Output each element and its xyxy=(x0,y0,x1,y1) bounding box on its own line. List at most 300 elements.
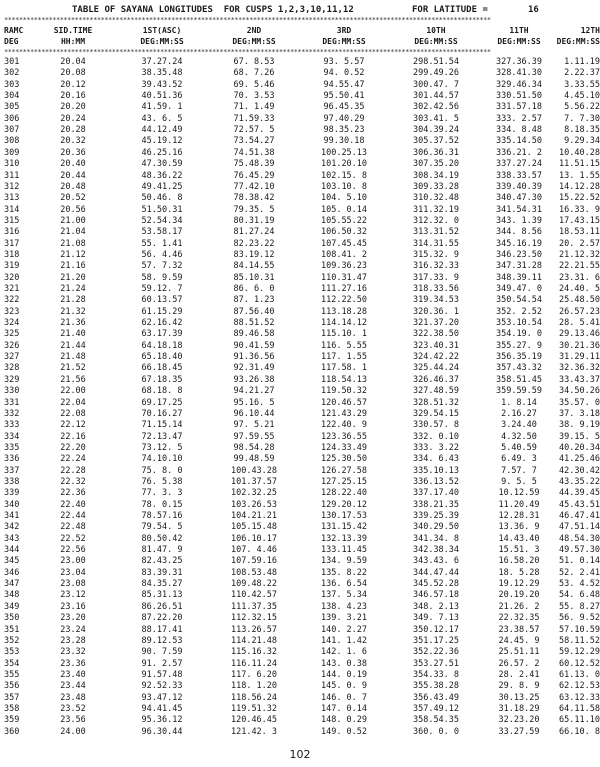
table-cell: 127.25.15 xyxy=(320,476,368,487)
table-cell: 343. 1.39 xyxy=(495,215,543,226)
table-cell: 59.12.29 xyxy=(559,647,600,658)
table-row xyxy=(0,284,600,295)
table-cell: 311 xyxy=(4,170,20,181)
table-cell: 20.40 xyxy=(60,159,86,170)
table-cell: 339 xyxy=(4,488,20,499)
column-header-line1: 12TH xyxy=(580,26,600,35)
table-cell: 329.46.34 xyxy=(495,79,543,90)
table-cell: 5.56.22 xyxy=(564,102,600,113)
table-cell: 323.40.31 xyxy=(412,340,460,351)
table-cell: 357.49.12 xyxy=(412,703,460,714)
table-cell: 55. 1.41 xyxy=(141,238,183,249)
table-row xyxy=(0,704,600,715)
table-cell: 123.36.55 xyxy=(320,431,368,442)
table-cell: 316.32.33 xyxy=(412,261,460,272)
table-cell: 318.33.56 xyxy=(412,284,460,294)
table-cell: 79.35. 5 xyxy=(233,204,275,215)
table-cell: 350.54.54 xyxy=(495,295,543,306)
table-cell: 355 xyxy=(4,669,20,680)
table-cell: 54. 6.48 xyxy=(559,590,600,601)
table-row xyxy=(0,545,600,556)
column-header-line2: DEG:MM:SS xyxy=(556,37,600,46)
table-cell: 40.20.34 xyxy=(559,442,600,453)
table-cell: 17.43.15 xyxy=(559,215,600,226)
table-cell: 343 xyxy=(4,533,20,544)
table-cell: 22.21.55 xyxy=(559,261,600,272)
table-cell: 52. 2.41 xyxy=(559,567,600,578)
table-cell: 308.34.19 xyxy=(412,170,460,181)
table-cell: 24.40. 5 xyxy=(559,284,600,294)
table-cell: 130.17.53 xyxy=(320,511,368,521)
table-row xyxy=(0,307,600,318)
table-cell: 301 xyxy=(4,57,20,67)
column-header-line1: 11TH xyxy=(509,26,529,35)
table-cell: 22.12 xyxy=(60,420,86,431)
table-cell: 21.08 xyxy=(60,238,86,249)
table-cell: 131.15.42 xyxy=(320,522,368,533)
table-cell: 96.10.44 xyxy=(233,408,275,419)
table-cell: 89.46.58 xyxy=(233,329,275,340)
table-cell: 344. 8.56 xyxy=(495,227,543,238)
table-cell: 69. 5.46 xyxy=(233,79,275,90)
table-cell: 21.32 xyxy=(60,306,86,317)
table-cell: 67.18.35 xyxy=(141,374,183,385)
table-cell: 99.30.18 xyxy=(323,136,365,147)
column-header-3 xyxy=(210,25,298,47)
table-cell: 114.14.12 xyxy=(320,318,368,329)
table-cell: 310 xyxy=(4,159,20,170)
table-cell: 136. 6.54 xyxy=(320,579,368,590)
table-cell: 339.25.39 xyxy=(412,511,460,521)
table-cell: 341.54.31 xyxy=(495,204,543,215)
table-cell: 22.08 xyxy=(60,408,86,419)
table-cell: 93.26.38 xyxy=(233,374,275,385)
table-cell: 349. 7.13 xyxy=(412,613,460,624)
table-title: TABLE OF SAYANA LONGITUDES FOR CUSPS 1,2,3,10,11,12 xyxy=(72,5,354,15)
table-cell: 335 xyxy=(4,442,20,453)
table-cell: 305 xyxy=(4,102,20,113)
table-cell: 304 xyxy=(4,91,20,102)
table-cell: 66.10. 8 xyxy=(559,726,600,737)
table-cell: 116. 5.55 xyxy=(320,340,368,351)
table-row xyxy=(0,239,600,250)
table-cell: 117. 1.55 xyxy=(320,352,368,363)
table-cell: 352.22.36 xyxy=(412,647,460,658)
table-cell: 338.33.57 xyxy=(495,170,543,181)
table-cell: 23.04 xyxy=(60,567,86,578)
table-cell: 124.33.49 xyxy=(320,442,368,453)
table-cell: 96.30.44 xyxy=(141,726,183,737)
table-cell: 349.47. 0 xyxy=(495,284,543,294)
table-cell: 106.10.17 xyxy=(230,533,278,544)
table-cell: 331 xyxy=(4,397,20,408)
table-cell: 22.24 xyxy=(60,454,86,465)
table-cell: 298.51.54 xyxy=(412,57,460,67)
table-cell: 5.40.59 xyxy=(501,442,537,453)
table-cell: 70.16.27 xyxy=(141,408,183,419)
table-cell: 81.47. 9 xyxy=(141,545,183,556)
table-cell: 44.39.45 xyxy=(559,488,600,499)
table-cell: 107.45.45 xyxy=(320,238,368,249)
table-cell: 116.11.24 xyxy=(230,658,278,669)
table-cell: 1. 8.14 xyxy=(501,397,537,408)
table-cell: 38.35.48 xyxy=(141,68,183,79)
table-cell: 140. 2.27 xyxy=(320,624,368,635)
table-cell: 354.19. 0 xyxy=(495,329,543,340)
table-cell: 20.48 xyxy=(60,181,86,192)
table-cell: 90.41.59 xyxy=(233,340,275,351)
column-header-line2: DEG:MM:SS xyxy=(497,37,541,46)
table-row xyxy=(0,500,600,511)
column-header-line2: DEG:MM:SS xyxy=(140,37,184,46)
table-row xyxy=(0,409,600,420)
table-cell: 330.57. 8 xyxy=(412,420,460,431)
table-cell: 84.14.55 xyxy=(233,261,275,272)
table-cell: 11.20.49 xyxy=(498,499,540,510)
table-cell: 358.54.35 xyxy=(412,715,460,726)
table-cell: 41.25.46 xyxy=(559,454,600,465)
table-cell: 16.58.20 xyxy=(498,556,540,567)
table-cell: 304.39.24 xyxy=(412,125,460,136)
table-cell: 56. 4.46 xyxy=(141,249,183,260)
table-cell: 29.13.46 xyxy=(559,329,600,340)
table-cell: 334. 8.48 xyxy=(495,125,543,136)
table-cell: 309.33.28 xyxy=(412,181,460,192)
table-cell: 337 xyxy=(4,465,20,476)
table-cell: 2.16.27 xyxy=(501,408,537,419)
table-cell: 109.36.23 xyxy=(320,261,368,272)
table-row xyxy=(0,670,600,681)
table-cell: 70. 3.53 xyxy=(233,91,275,102)
table-row xyxy=(0,80,600,91)
table-cell: 332. 0.10 xyxy=(412,431,460,442)
table-cell: 91.57.48 xyxy=(141,669,183,680)
table-cell: 26.57.23 xyxy=(559,306,600,317)
table-cell: 21.36 xyxy=(60,318,86,329)
table-cell: 13.36. 9 xyxy=(498,522,540,533)
table-row xyxy=(0,261,600,272)
table-cell: 102.32.25 xyxy=(230,488,278,499)
table-cell: 340.47.30 xyxy=(495,193,543,204)
table-cell: 32.23.20 xyxy=(498,715,540,726)
table-cell: 20.08 xyxy=(60,68,86,79)
table-cell: 72.57. 5 xyxy=(233,125,275,136)
table-cell: 345.52.28 xyxy=(412,579,460,590)
table-cell: 354 xyxy=(4,658,20,669)
table-cell: 11.51.15 xyxy=(559,159,600,170)
table-cell: 101.37.57 xyxy=(230,476,278,487)
table-cell: 18. 5.28 xyxy=(498,567,540,578)
table-cell: 85.10.31 xyxy=(233,272,275,283)
table-cell: 319 xyxy=(4,261,20,272)
table-cell: 353.10.54 xyxy=(495,318,543,329)
table-cell: 25.48.50 xyxy=(559,295,600,306)
table-cell: 141. 1.42 xyxy=(320,635,368,646)
table-row xyxy=(0,57,600,68)
table-cell: 94. 0.52 xyxy=(323,68,365,79)
table-cell: 39.15. 5 xyxy=(559,431,600,442)
table-cell: 87. 1.23 xyxy=(233,295,275,306)
table-cell: 21.12 xyxy=(60,249,86,260)
column-header-line1: 1ST(ASC) xyxy=(142,26,182,35)
table-row xyxy=(0,613,600,624)
table-cell: 68.18. 8 xyxy=(141,386,183,397)
table-cell: 316 xyxy=(4,227,20,238)
separator-header: *********************************************************************************************************************************** xyxy=(4,48,491,56)
table-cell: 126.27.58 xyxy=(320,465,368,476)
table-cell: 76.45.29 xyxy=(233,170,275,181)
column-header-line1: 3RD xyxy=(336,26,352,35)
table-cell: 59.12. 7 xyxy=(141,284,183,294)
table-row xyxy=(0,250,600,261)
column-header-line2: DEG:MM:SS xyxy=(414,37,458,46)
table-cell: 20.24 xyxy=(60,113,86,124)
table-row xyxy=(0,636,600,647)
table-cell: 47.51.14 xyxy=(559,522,600,533)
table-cell: 23.08 xyxy=(60,579,86,590)
table-cell: 324.42.22 xyxy=(412,352,460,363)
column-header-line2: DEG:MM:SS xyxy=(322,37,366,46)
table-cell: 82.23.22 xyxy=(233,238,275,249)
table-row xyxy=(0,329,600,340)
table-cell: 20.56 xyxy=(60,204,86,215)
table-cell: 328.51.32 xyxy=(412,397,460,408)
table-cell: 43. 6. 5 xyxy=(141,113,183,124)
table-row xyxy=(0,681,600,692)
table-cell: 313.31.52 xyxy=(412,227,460,238)
table-cell: 64.18.18 xyxy=(141,340,183,351)
table-cell: 91. 2.57 xyxy=(141,658,183,669)
table-cell: 329.54.15 xyxy=(412,408,460,419)
table-row xyxy=(0,454,600,465)
table-cell: 359.59.59 xyxy=(495,386,543,397)
table-cell: 118.54.13 xyxy=(320,374,368,385)
table-cell: 66.18.45 xyxy=(141,363,183,374)
table-cell: 51. 0.14 xyxy=(559,556,600,567)
table-cell: 50.46. 8 xyxy=(141,193,183,204)
table-cell: 358.51.45 xyxy=(495,374,543,385)
table-cell: 22.04 xyxy=(60,397,86,408)
table-cell: 20.32 xyxy=(60,136,86,147)
table-cell: 48.54.30 xyxy=(559,533,600,544)
table-cell: 86. 6. 0 xyxy=(233,284,275,294)
table-cell: 48.36.22 xyxy=(141,170,183,181)
table-cell: 20.12 xyxy=(60,79,86,90)
table-cell: 120.46.57 xyxy=(320,397,368,408)
table-cell: 56. 9.52 xyxy=(559,613,600,624)
table-cell: 334. 6.43 xyxy=(412,454,460,465)
table-cell: 22.28 xyxy=(60,465,86,476)
table-cell: 336.21. 2 xyxy=(495,147,543,158)
table-cell: 20.19.20 xyxy=(498,590,540,601)
table-cell: 85.31.13 xyxy=(141,590,183,601)
table-row xyxy=(0,295,600,306)
table-cell: 134. 9.59 xyxy=(320,556,368,567)
table-cell: 20.28 xyxy=(60,125,86,136)
table-cell: 88.17.41 xyxy=(141,624,183,635)
table-cell: 320 xyxy=(4,272,20,283)
table-row xyxy=(0,227,600,238)
table-cell: 336.13.52 xyxy=(412,476,460,487)
table-cell: 76. 5.38 xyxy=(141,476,183,487)
table-cell: 30.13.25 xyxy=(498,692,540,703)
table-cell: 7.57. 7 xyxy=(501,465,537,476)
table-cell: 21.04 xyxy=(60,227,86,238)
table-cell: 94.41.45 xyxy=(141,703,183,714)
table-cell: 106.50.32 xyxy=(320,227,368,238)
table-cell: 311.32.19 xyxy=(412,204,460,215)
table-cell: 308 xyxy=(4,136,20,147)
table-cell: 346.23.50 xyxy=(495,249,543,260)
table-cell: 300.47. 7 xyxy=(412,79,460,90)
table-cell: 23.28 xyxy=(60,635,86,646)
table-cell: 113.18.28 xyxy=(320,306,368,317)
table-cell: 96.45.35 xyxy=(323,102,365,113)
table-cell: 110.42.57 xyxy=(230,590,278,601)
table-cell: 20.44 xyxy=(60,170,86,181)
column-header-5 xyxy=(390,25,482,47)
table-cell: 78. 0.15 xyxy=(141,499,183,510)
table-cell: 71.15.14 xyxy=(141,420,183,431)
table-cell: 356.43.49 xyxy=(412,692,460,703)
table-cell: 22.44 xyxy=(60,511,86,521)
table-cell: 339.40.39 xyxy=(495,181,543,192)
table-cell: 358 xyxy=(4,703,20,714)
table-cell: 21.56 xyxy=(60,374,86,385)
table-row xyxy=(0,466,600,477)
table-cell: 62.12.53 xyxy=(559,681,600,692)
table-cell: 23.20 xyxy=(60,613,86,624)
table-cell: 23.48 xyxy=(60,692,86,703)
table-row xyxy=(0,568,600,579)
table-cell: 33.43.37 xyxy=(559,374,600,385)
table-cell: 103.10. 8 xyxy=(320,181,368,192)
table-cell: 52.54.34 xyxy=(141,215,183,226)
table-row xyxy=(0,386,600,397)
table-row xyxy=(0,590,600,601)
table-row xyxy=(0,420,600,431)
table-cell: 39.43.52 xyxy=(141,79,183,90)
table-cell: 92.31.49 xyxy=(233,363,275,374)
table-cell: 41.59. 1 xyxy=(141,102,183,113)
table-cell: 13. 1.55 xyxy=(559,170,600,181)
table-cell: 355.38.28 xyxy=(412,681,460,692)
table-cell: 145. 0. 9 xyxy=(320,681,368,692)
table-cell: 37.27.24 xyxy=(141,57,183,67)
table-cell: 97.59.55 xyxy=(233,431,275,442)
table-cell: 307 xyxy=(4,125,20,136)
table-cell: 37. 3.18 xyxy=(559,408,600,419)
table-row xyxy=(0,534,600,545)
table-cell: 21.12.32 xyxy=(559,249,600,260)
table-cell: 4.45.10 xyxy=(564,91,600,102)
table-cell: 49.41.25 xyxy=(141,181,183,192)
table-cell: 2.22.37 xyxy=(564,68,600,79)
table-cell: 325.44.24 xyxy=(412,363,460,374)
table-cell: 125.30.50 xyxy=(320,454,368,465)
table-cell: 22.32.35 xyxy=(498,613,540,624)
table-row xyxy=(0,715,600,726)
table-cell: 53.58.17 xyxy=(141,227,183,238)
table-cell: 112.22.50 xyxy=(320,295,368,306)
table-cell: 323 xyxy=(4,306,20,317)
table-cell: 105.15.48 xyxy=(230,522,278,533)
table-cell: 100.43.28 xyxy=(230,465,278,476)
table-cell: 332 xyxy=(4,408,20,419)
table-row xyxy=(0,341,600,352)
table-cell: 22.52 xyxy=(60,533,86,544)
table-row xyxy=(0,148,600,159)
table-row xyxy=(0,193,600,204)
table-cell: 21.20 xyxy=(60,272,86,283)
table-cell: 115.10. 1 xyxy=(320,329,368,340)
table-cell: 35.57. 0 xyxy=(559,397,600,408)
table-cell: 104.21.21 xyxy=(230,511,278,521)
table-cell: 89.12.53 xyxy=(141,635,183,646)
table-row xyxy=(0,171,600,182)
table-cell: 23.44 xyxy=(60,681,86,692)
table-cell: 319.34.53 xyxy=(412,295,460,306)
table-cell: 306.36.31 xyxy=(412,147,460,158)
table-cell: 333 xyxy=(4,420,20,431)
table-cell: 121.42. 3 xyxy=(230,726,278,737)
column-header-4 xyxy=(300,25,388,47)
table-cell: 63.17.39 xyxy=(141,329,183,340)
column-header-line1: 2ND xyxy=(246,26,262,35)
table-cell: 88.51.52 xyxy=(233,318,275,329)
table-row xyxy=(0,443,600,454)
table-cell: 346.57.18 xyxy=(412,590,460,601)
table-cell: 354.33. 8 xyxy=(412,669,460,680)
table-cell: 44.12.49 xyxy=(141,125,183,136)
column-header-line1: RAMC xyxy=(4,26,24,35)
table-cell: 55. 8.27 xyxy=(559,601,600,612)
table-cell: 350 xyxy=(4,613,20,624)
table-cell: 301.44.57 xyxy=(412,91,460,102)
table-cell: 107.59.16 xyxy=(230,556,278,567)
table-cell: 117. 6.20 xyxy=(230,669,278,680)
table-cell: 46.25.16 xyxy=(141,147,183,158)
table-cell: 326 xyxy=(4,340,20,351)
table-cell: 139. 3.21 xyxy=(320,613,368,624)
table-cell: 83.39.31 xyxy=(141,567,183,578)
table-cell: 87.22.20 xyxy=(141,613,183,624)
table-cell: 135. 8.22 xyxy=(320,567,368,578)
table-cell: 337.27.24 xyxy=(495,159,543,170)
table-row xyxy=(0,727,600,738)
table-cell: 16.33. 9 xyxy=(559,204,600,215)
table-cell: 23.40 xyxy=(60,669,86,680)
table-row xyxy=(0,182,600,193)
table-cell: 313 xyxy=(4,193,20,204)
table-cell: 46.47.41 xyxy=(559,511,600,521)
table-cell: 348 xyxy=(4,590,20,601)
table-cell: 23.00 xyxy=(60,556,86,567)
table-row xyxy=(0,273,600,284)
table-cell: 122.40. 9 xyxy=(320,420,368,431)
table-cell: 28. 5.41 xyxy=(559,318,600,329)
table-cell: 98.35.23 xyxy=(323,125,365,136)
table-cell: 29. 8. 9 xyxy=(498,681,540,692)
table-cell: 71. 1.49 xyxy=(233,102,275,113)
table-cell: 31.29.11 xyxy=(559,352,600,363)
table-cell: 43.35.22 xyxy=(559,476,600,487)
table-cell: 331.57.18 xyxy=(495,102,543,113)
table-cell: 58. 9.59 xyxy=(141,272,183,283)
table-cell: 137. 5.34 xyxy=(320,590,368,601)
table-cell: 324 xyxy=(4,318,20,329)
table-cell: 343.43. 6 xyxy=(412,556,460,567)
